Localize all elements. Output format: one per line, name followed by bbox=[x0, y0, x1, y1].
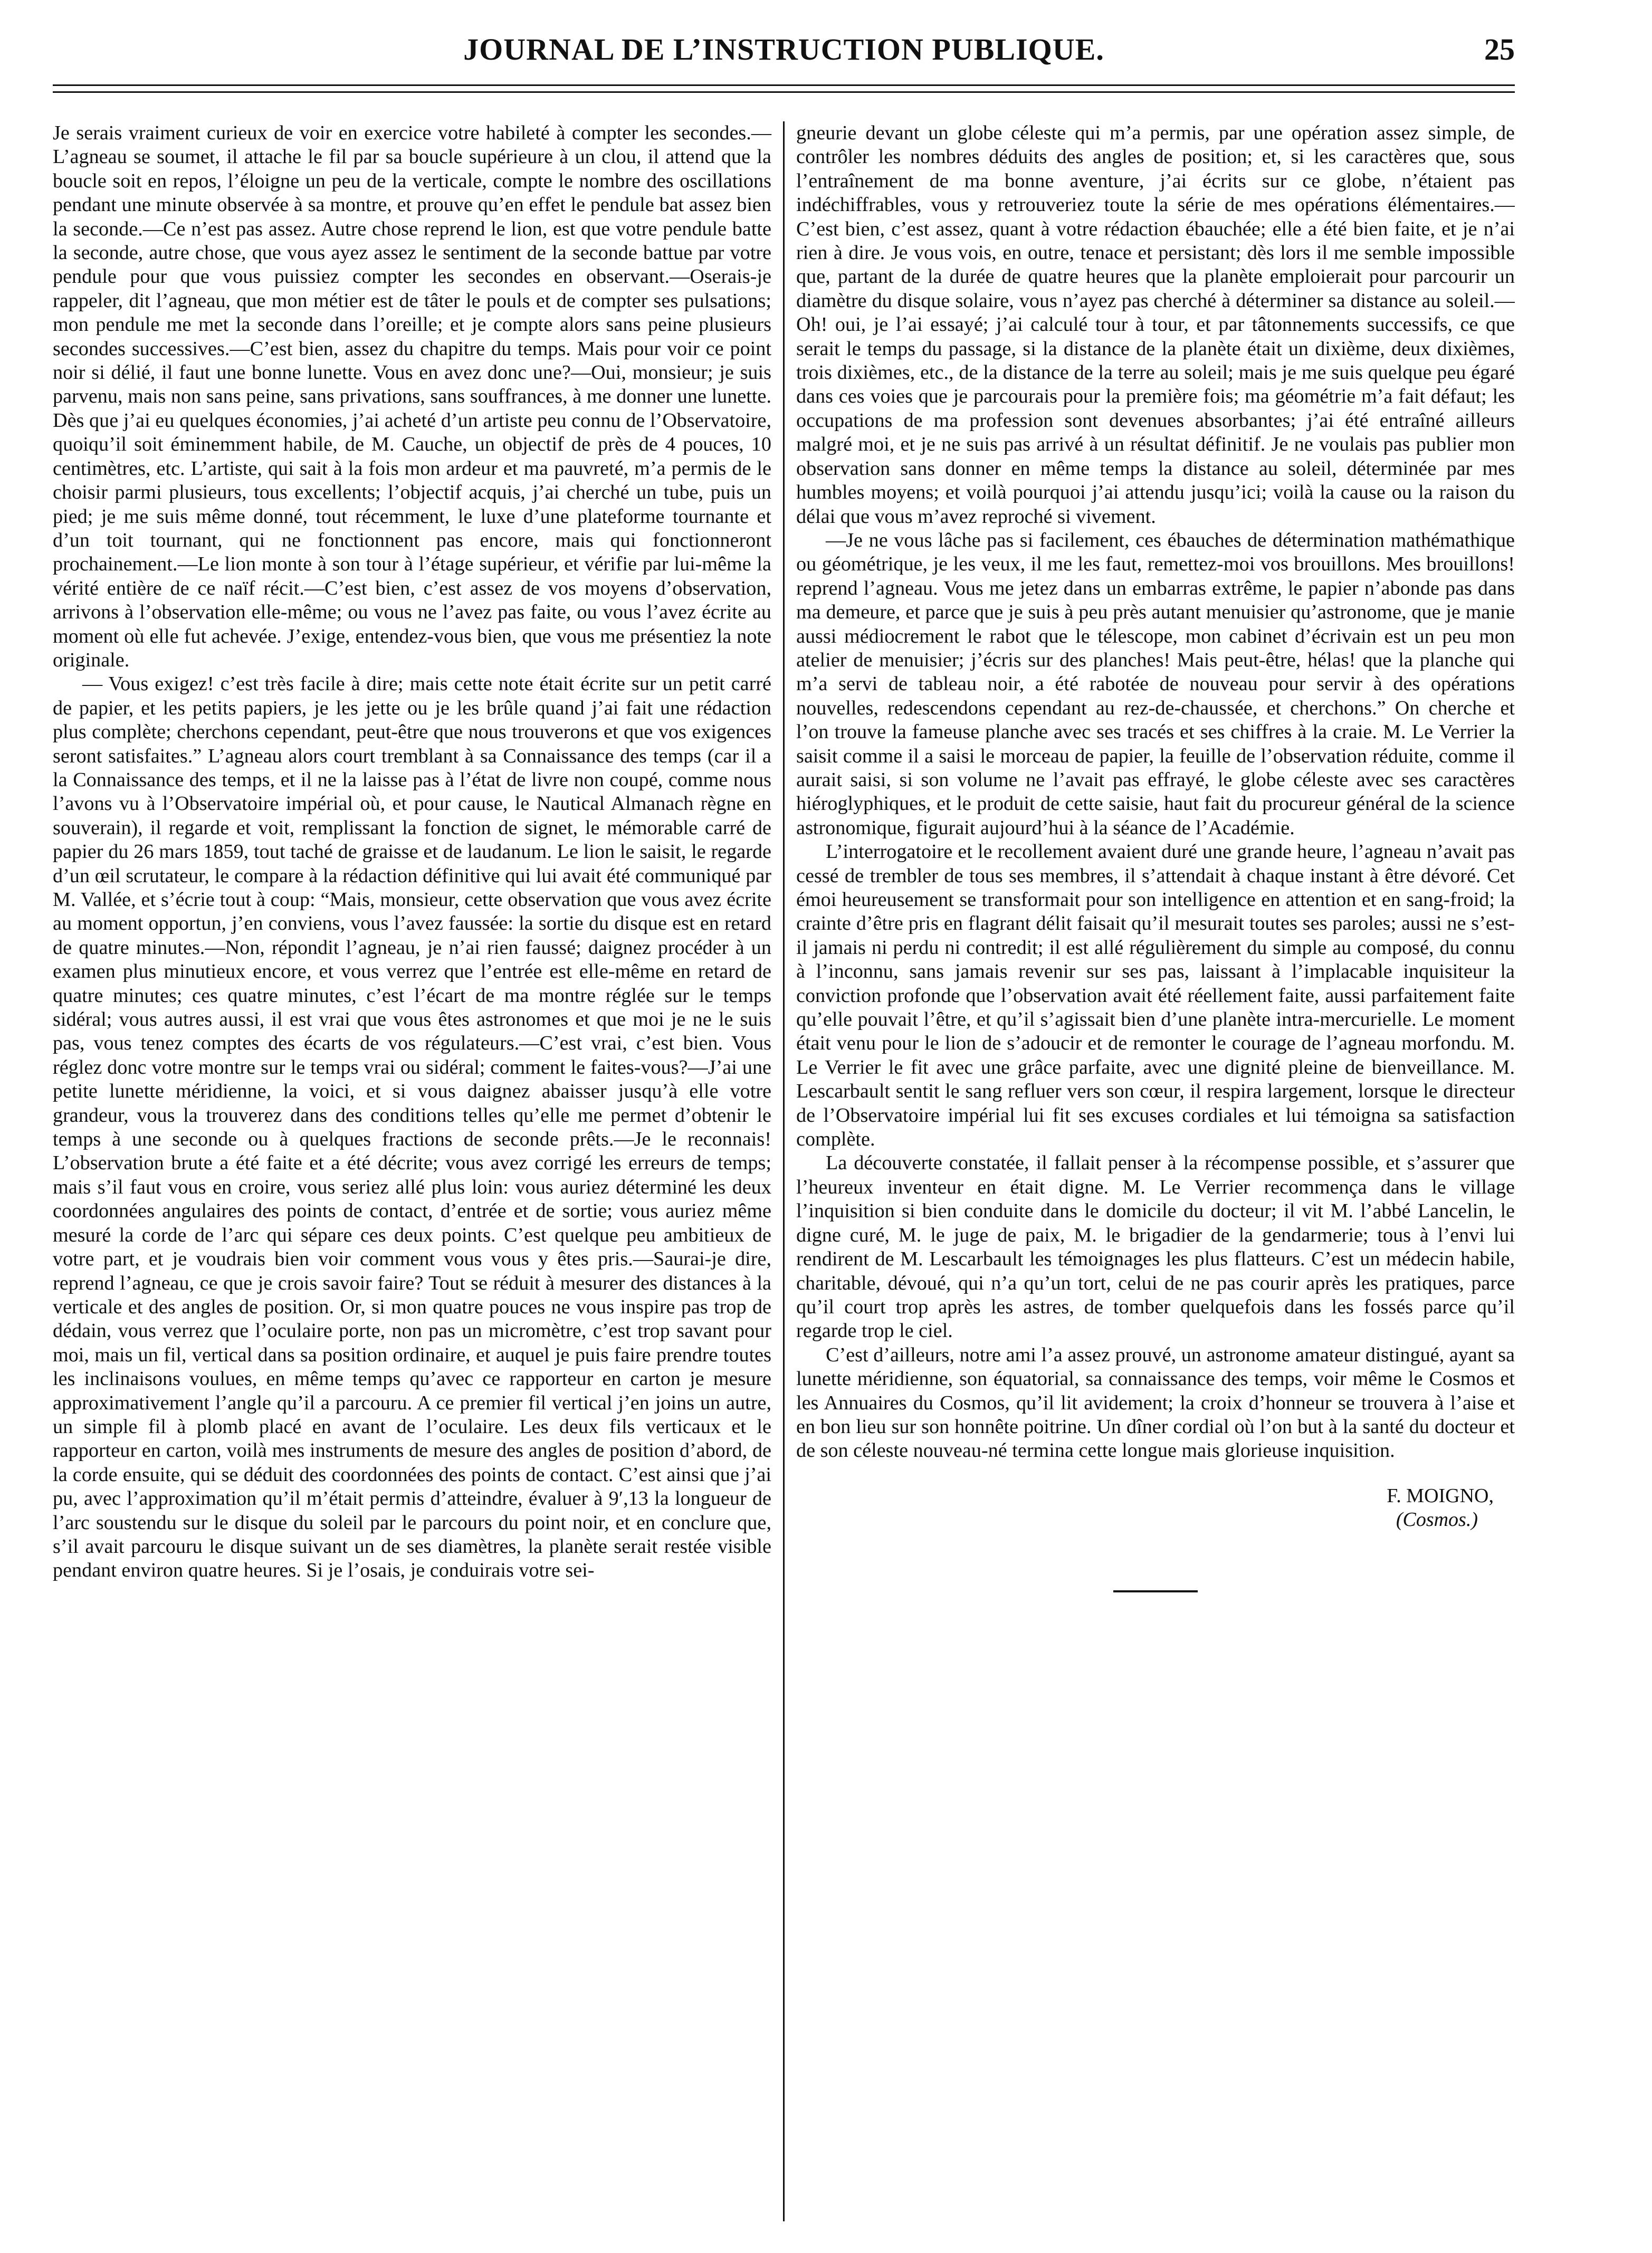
page-number: 25 bbox=[1484, 32, 1515, 66]
page-header bbox=[53, 32, 1515, 79]
paragraph: C’est d’ailleurs, notre ami l’a assez prouvé, un astronome amateur distingué, ayant sa lunette méridienne, son équatorial, sa connaissance des temps, voir même le Cosmos et les Annuaires du Cosmos, qu’il lit avidement; la croix d’honneur se trouvera à l’aise et en bon lieu sur son honnête poitrine. Un dîner cordial où l’on but à la santé du docteur et de son céleste nouveau-né termina cette longue mais glorieuse inquisition. bbox=[796, 1343, 1515, 1462]
end-rule bbox=[1113, 1590, 1198, 1592]
paragraph: La découverte constatée, il fallait penser à la récompense possible, et s’assurer que l’heureux inventeur en était digne. M. Le Verrier recommença dans le village l’inquisition si bien conduite dans le domicile du docteur; il vit M. l’abbé Lancelin, le digne curé, M. le juge de paix, M. le brigadier de la gendarmerie; tous à l’envi lui rendirent de M. Lescarbault les témoignages les plus flatteurs. C’est un médecin habile, charitable, dévoué, qui n’a qu’un tort, celui de ne pas courir après les pratiques, parce qu’il court trop après les astres, de tomber quelquefois dans les fossés parce qu’il regarde trop le ciel. bbox=[796, 1152, 1515, 1342]
author-name: F. MOIGNO, bbox=[1387, 1484, 1494, 1507]
paragraph: —Je ne vous lâche pas si facilement, ces ébauches de détermination mathémathique ou géométrique, je les veux, il me les faut, remettez-moi vos brouillons. Mes brouillons! reprend l’agneau. Vous me jetez dans un embarras extrême, le papier n’abonde pas dans ma demeure, et parce que je suis à peu près autant menuisier qu’astronome, que je manie aussi médiocrement le rabot que le télescope, mon cabinet d’écrivain est un peu mon atelier de menuisier; j’écris sur des planches! Mais peut-être, hélas! que la planche qui m’a servi de tableau noir, a été rabotée de nouveau pour servir à des opérations nouvelles, redescendons cependant au rez-de-chaussée, et cherchons.” On cherche et l’on trouve la fameuse planche avec ses tracés et ses chiffres à la craie. M. Le Verrier la saisit comme il a saisi le morceau de papier, la feuille de l’observation réduite, comme il aurait saisi, si son volume ne l’avait pas effrayé, le globe céleste avec ses caractères hiéroglyphiques, et le produit de cette saisie, haut fait du procureur général de la science astronomique, figurait aujourd’hui à la séance de l’Académie. bbox=[796, 529, 1515, 839]
journal-title: JOURNAL DE L’INSTRUCTION PUBLIQUE. bbox=[463, 32, 1104, 66]
signature-block bbox=[796, 1484, 1515, 1532]
paragraph: gneurie devant un globe céleste qui m’a permis, par une opération assez simple, de contrôler les nombres déduits des angles de position; et, si les caractères que, sous l’entraînement de ma bonne aventure, j’ai écrits sur ce globe, n’étaient pas indéchiffrables, vous y retrouveriez toute la série de mes opérations élémentaires.—C’est bien, c’est assez, quant à votre rédaction ébauchée; elle a été bien faite, et je n’ai rien à dire. Je vous vois, en outre, tenace et persistant; dès lors il me semble impossible que, partant de la durée de quatre heures que la planète emploierait pour parcourir un diamètre du disque solaire, vous n’ayez pas cherché à déterminer sa distance au soleil.—Oh! oui, je l’ai essayé; j’ai calculé tour à tour, et par tâtonnements successifs, ce que serait le temps du passage, si la distance de la planète était un dixième, deux dixièmes, trois dixièmes, etc., de la distance de la terre au soleil; mais je me suis quelque peu égaré dans ces voies que je parcourais pour la première fois; ma géométrie m’a fait défaut; les occupations de ma profession sont devenues absorbantes; j’ai été entraîné ailleurs malgré moi, et je ne suis pas arrivé à un résultat définitif. Je ne voulais pas publier mon observation sans donner en même temps la distance au soleil, déterminée par mes humbles moyens; et voilà pourquoi j’ai attendu jusqu’ici; voilà la cause ou la raison du délai que vous m’avez reproché si vivement. bbox=[796, 122, 1515, 528]
paragraph: Je serais vraiment curieux de voir en exercice votre habileté à compter les secondes.—L’agneau se soumet, il attache le fil par sa boucle supérieure à un clou, il attend que la boucle soit en repos, l’éloigne un peu de la verticale, compte le nombre des oscillations pendant une minute observée à sa montre, et prouve qu’en effet le pendule bat assez bien la seconde.—Ce n’est pas assez. Autre chose reprend le lion, est que votre pendule batte la seconde, autre chose, que vous ayez assez le sentiment de la seconde battue par votre pendule pour que vous puissiez compter les secondes en observant.—Oserais-je rappeler, dit l’agneau, que mon métier est de tâter le pouls et de compter ses pulsations; mon pendule me met la seconde dans l’oreille; et je compte alors sans peine plusieurs secondes successives.—C’est bien, assez du chapitre du temps. Mais pour voir ce point noir si délié, il faut une bonne lunette. Vous en avez donc une?—Oui, monsieur; je suis parvenu, mais non sans peine, sans privations, sans souffrances, à me donner une lunette. Dès que j’ai eu quelques économies, j’ai acheté d’un artiste peu connu de l’Observatoire, quoiqu’il soit éminemment habile, de M. Cauche, un objectif de près de 4 pouces, 10 centimètres, etc. L’artiste, qui sait à la fois mon ardeur et ma pauvreté, m’a permis de le choisir parmi plusieurs, tous excellents; l’objectif acquis, j’ai cherché un tube, puis un pied; je me suis même donné, tout récemment, le luxe d’une plateforme tournante et d’un toit tournant, qui ne fonctionnent pas encore, mais qui fonctionneront prochainement.—Le lion monte à son tour à l’étage supérieur, et vérifie par lui-même la vérité entière de ce naïf récit.—C’est bien, c’est assez de vos moyens d’observation, arrivons à l’observation elle-même; ou vous ne l’avez pas faite, ou vous l’avez écrite au moment où elle fut achevée. J’exige, entendez-vous bien, que vous me présentiez la note originale. bbox=[53, 122, 771, 671]
left-column bbox=[53, 121, 783, 2221]
paragraph: — Vous exigez! c’est très facile à dire; mais cette note était écrite sur un petit carré de papier, et les petits papiers, je les jette ou je les brûle quand j’ai fait une rédaction plus complète; cherchons cependant, peut-être que nous trouverons et que vos exigences seront satisfaites.” L’agneau alors court tremblant à sa Connaissance des temps (car il a la Connaissance des temps, et il ne la laisse pas à l’état de livre non coupé, comme nous l’avons vu à l’Observatoire impérial où, et pour cause, le Nautical Almanach règne en souverain), il regarde et voit, remplissant la fonction de signet, le mémorable carré de papier du 26 mars 1859, tout taché de graisse et de laudanum. Le lion le saisit, le regarde d’un œil scrutateur, le compare à la rédaction définitive qui lui avait été communiqué par M. Vallée, et s’écrie tout à coup: “Mais, monsieur, cette observation que vous avez écrite au moment opportun, j’en conviens, vous l’avez faussée: la sortie du disque est en retard de quatre minutes.—Non, répondit l’agneau, je n’ai rien faussé; daignez procéder à un examen plus minutieux encore, et vous verrez que l’entrée est elle-même en retard de quatre minutes; ces quatre minutes, c’est l’écart de ma montre réglée sur le temps sidéral; vous autres aussi, il est vrai que vous êtes astronomes et que moi je ne le suis pas, vous tenez comptes des écarts de vos régulateurs.—C’est vrai, c’est bien. Vous réglez donc votre montre sur le temps vrai ou sidéral; comment le faites-vous?—J’ai une petite lunette méridienne, la voici, et si vous daignez abaisser jusqu’à elle votre grandeur, vous la trouverez dans des conditions telles qu’elle me permet d’obtenir le temps à une seconde ou à quelques fractions de seconde prêts.—Je le reconnais! L’observation brute a été faite et a été décrite; vous avez corrigé les erreurs de temps; mais s’il faut vous en croire, vous seriez allé plus loin: vous auriez déterminé les deux coordonnées angulaires des points de contact, d’entrée et de sortie; vous auriez même mesuré la corde de l’arc qui sépare ces deux points. C’est quelque peu ambitieux de votre part, et je voudrais bien voir comment vous vous y êtes pris.—Saurai-je dire, reprend l’agneau, ce que je crois savoir faire? Tout se réduit à mesurer des distances à la verticale et des angles de position. Or, si mon quatre pouces ne vous inspire pas trop de dédain, vous verrez que l’oculaire porte, non pas un micromètre, c’est trop savant pour moi, mais un fil, vertical dans sa position ordinaire, et auquel je puis faire prendre toutes les inclinaisons voulues, en même temps qu’avec ce rapporteur en carton je mesure approximativement l’angle qu’il a parcouru. A ce premier fil vertical j’en joins un autre, un simple fil à plomb placé en avant de l’oculaire. Les deux fils verticaux et le rapporteur en carton, voilà mes instruments de mesure des angles de position d’abord, de la corde ensuite, qui se déduit des coordonnées des points de contact. C’est ainsi que j’ai pu, avec l’approximation qu’il m’était permis d’atteindre, évaluer à 9′,13 la longueur de l’arc soustendu sur le disque du soleil par le parcours du point noir, et en conclure que, s’il avait parcouru le disque suivant un de ses diamètres, la planète serait restée visible pendant environ quatre heures. Si je l’osais, je conduirais votre sei- bbox=[53, 673, 771, 1582]
article-columns bbox=[53, 121, 1515, 2221]
paragraph: L’interrogatoire et le recollement avaient duré une grande heure, l’agneau n’avait pas cessé de trembler de tous ses membres, il s’attendait à chaque instant à être dévoré. Cet émoi heureusement se transformait pour son intelligence en attention et en sang-froid; la crainte d’être pris en flagrant délit faisait qu’il mesurait toutes ses paroles; aussi ne s’est-il jamais ni perdu ni contredit; il est allé régulièrement du simple au composé, du connu à l’inconnu, sans jamais revenir sur ses pas, laissant à l’implacable inquisiteur la conviction profonde que l’observation avait été réellement faite, aussi parfaitement faite qu’elle pouvait l’être, et qu’il s’agissait bien d’une planète intra-mercurielle. Le moment était venu pour le lion de s’adoucir et de remonter le courage de l’agneau morfondu. M. Le Verrier le fit avec une grâce parfaite, avec une dignité pleine de bienveillance. M. Lescarbault sentit le sang refluer vers son cœur, il respira largement, lorsque le directeur de l’Observatoire impérial lui fit ses excuses cordiales et lui témoigna sa satisfaction complète. bbox=[796, 841, 1515, 1151]
right-column bbox=[783, 121, 1515, 2221]
header-double-rule bbox=[53, 84, 1515, 93]
source-credit: (Cosmos.) bbox=[1396, 1509, 1478, 1531]
